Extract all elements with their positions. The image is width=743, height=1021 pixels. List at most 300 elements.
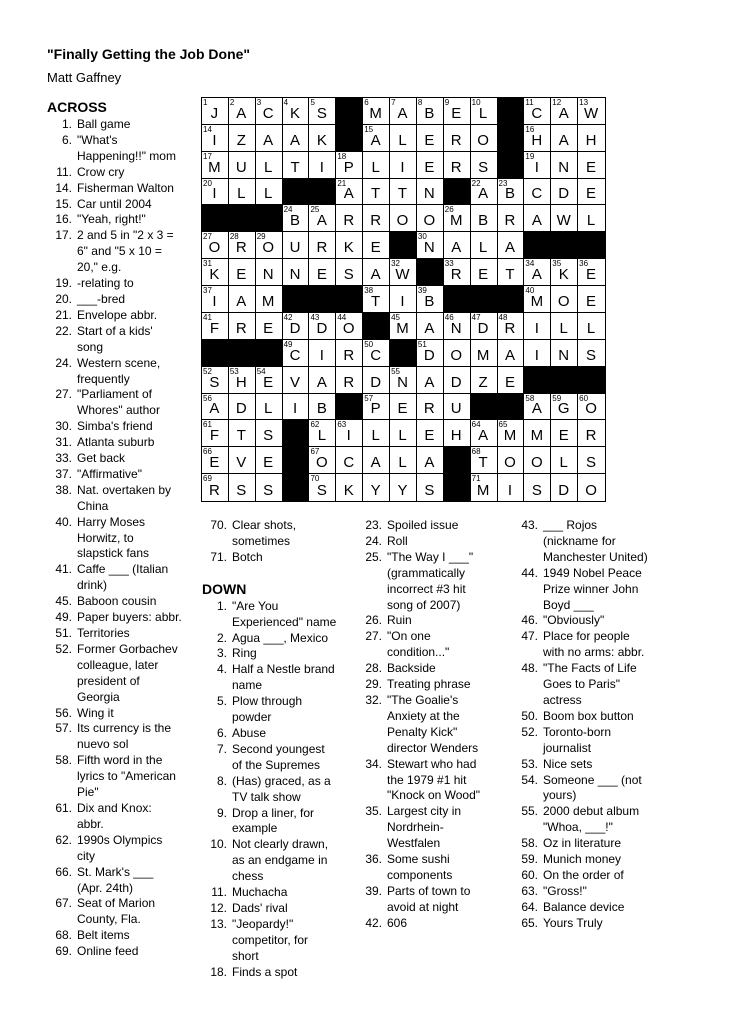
grid-cell[interactable] <box>524 286 551 313</box>
grid-cell[interactable] <box>336 420 363 447</box>
grid-cell[interactable] <box>417 98 444 125</box>
clue-text: Some sushi <box>387 852 450 867</box>
cell-letter: R <box>450 131 463 149</box>
grid-cell[interactable] <box>390 394 417 421</box>
grid-cell[interactable] <box>283 313 310 340</box>
grid-cell[interactable] <box>551 394 578 421</box>
clue-item <box>357 693 512 757</box>
grid-cell[interactable] <box>524 340 551 367</box>
grid-cell[interactable] <box>256 474 283 501</box>
grid-cell[interactable] <box>551 179 578 206</box>
grid-cell[interactable] <box>309 340 336 367</box>
clue-text: 1949 Nobel Peace <box>543 565 642 580</box>
cell-letter: S <box>343 266 355 284</box>
cell-letter: O <box>208 239 222 257</box>
grid-cell[interactable] <box>283 152 310 179</box>
grid-cell[interactable] <box>578 125 605 152</box>
grid-cell[interactable] <box>578 205 605 232</box>
grid-cell[interactable] <box>283 205 310 232</box>
grid-cell[interactable] <box>417 152 444 179</box>
cell-letter: A <box>531 212 543 230</box>
grid-cell[interactable] <box>471 420 498 447</box>
cell-letter: M <box>530 292 545 310</box>
grid-cell[interactable] <box>309 232 336 259</box>
grid-cell[interactable] <box>309 447 336 474</box>
cell-letter: I <box>534 346 540 364</box>
cell-number: 34 <box>525 259 535 269</box>
cell-letter: T <box>505 266 516 284</box>
grid-cell[interactable] <box>498 340 525 367</box>
cell-letter: A <box>504 346 516 364</box>
grid-cell[interactable] <box>444 340 471 367</box>
grid-cell[interactable] <box>390 447 417 474</box>
grid-cell[interactable] <box>202 179 229 206</box>
cell-letter: R <box>504 319 517 337</box>
grid-cell[interactable] <box>417 205 444 232</box>
grid-cell[interactable] <box>524 474 551 501</box>
cell-letter: D <box>558 481 571 499</box>
clue-item <box>513 709 683 725</box>
grid-cell[interactable] <box>256 152 283 179</box>
crossword-grid <box>201 97 606 502</box>
grid-cell[interactable] <box>390 313 417 340</box>
grid-cell[interactable] <box>578 394 605 421</box>
cell-letter: A <box>558 131 570 149</box>
grid-cell[interactable] <box>363 125 390 152</box>
cell-letter: E <box>236 266 248 284</box>
grid-cell[interactable] <box>444 125 471 152</box>
grid-cell[interactable] <box>309 152 336 179</box>
grid-cell[interactable] <box>229 447 256 474</box>
cell-letter: A <box>316 373 328 391</box>
cell-letter: B <box>504 185 516 203</box>
grid-cell[interactable] <box>229 152 256 179</box>
grid-cell[interactable] <box>417 367 444 394</box>
clue-item <box>513 613 683 629</box>
grid-cell[interactable] <box>498 179 525 206</box>
clue-item <box>513 566 683 614</box>
grid-cell[interactable] <box>256 447 283 474</box>
black-square <box>471 286 498 313</box>
grid-cell[interactable] <box>578 152 605 179</box>
grid-cell[interactable] <box>498 420 525 447</box>
grid-cell[interactable] <box>551 474 578 501</box>
grid-cell[interactable] <box>498 474 525 501</box>
grid-cell[interactable] <box>309 98 336 125</box>
cell-letter: F <box>209 319 221 337</box>
black-square <box>363 313 390 340</box>
grid-cell[interactable] <box>498 313 525 340</box>
grid-cell[interactable] <box>444 367 471 394</box>
grid-cell[interactable] <box>471 152 498 179</box>
grid-cell[interactable] <box>336 447 363 474</box>
black-square <box>309 286 336 313</box>
clue-text: Oz in literature <box>543 836 622 851</box>
grid-cell[interactable] <box>336 259 363 286</box>
grid-cell[interactable] <box>390 474 417 501</box>
grid-cell[interactable] <box>336 179 363 206</box>
clue-text: Yours Truly <box>543 915 603 930</box>
cell-number: 9 <box>444 98 450 107</box>
clue-number: 64. <box>521 899 538 914</box>
grid-cell[interactable] <box>202 447 229 474</box>
grid-cell[interactable] <box>229 367 256 394</box>
clue-text: colleague, later <box>77 657 159 672</box>
clue-item <box>47 133 197 165</box>
grid-cell[interactable] <box>551 447 578 474</box>
grid-cell[interactable] <box>498 259 525 286</box>
cell-letter: E <box>558 427 570 445</box>
cell-letter: E <box>586 266 598 284</box>
black-square <box>444 179 471 206</box>
cell-letter: K <box>343 239 355 257</box>
grid-cell[interactable] <box>417 394 444 421</box>
clue-number: 22. <box>55 323 72 338</box>
grid-cell[interactable] <box>202 259 229 286</box>
clue-item <box>47 292 197 308</box>
clue-text: County, Fla. <box>77 912 141 927</box>
grid-cell[interactable] <box>471 98 498 125</box>
clue-text: Paper buyers: abbr. <box>77 610 182 625</box>
cell-letter: T <box>397 185 409 203</box>
grid-cell[interactable] <box>578 313 605 340</box>
grid-cell[interactable] <box>283 125 310 152</box>
black-square <box>202 205 229 232</box>
grid-cell[interactable] <box>256 313 283 340</box>
grid-cell[interactable] <box>336 367 363 394</box>
clue-item <box>47 212 197 228</box>
grid-cell[interactable] <box>578 474 605 501</box>
cell-letter: A <box>343 185 355 203</box>
grid-cell[interactable] <box>444 313 471 340</box>
grid-cell[interactable] <box>229 259 256 286</box>
grid-cell[interactable] <box>578 340 605 367</box>
grid-cell[interactable] <box>578 259 605 286</box>
grid-cell[interactable] <box>524 259 551 286</box>
grid-cell[interactable] <box>309 259 336 286</box>
grid-cell[interactable] <box>498 447 525 474</box>
grid-cell[interactable] <box>471 259 498 286</box>
grid-cell[interactable] <box>471 367 498 394</box>
grid-cell[interactable] <box>417 125 444 152</box>
clue-text: Caffe ___ (Italian <box>77 562 169 577</box>
grid-cell[interactable] <box>256 125 283 152</box>
cell-letter: M <box>476 346 491 364</box>
grid-cell[interactable] <box>390 205 417 232</box>
grid-cell[interactable] <box>309 313 336 340</box>
grid-cell[interactable] <box>229 286 256 313</box>
grid-cell[interactable] <box>390 367 417 394</box>
grid-cell[interactable] <box>363 394 390 421</box>
grid-cell[interactable] <box>336 205 363 232</box>
grid-cell[interactable] <box>336 313 363 340</box>
grid-cell[interactable] <box>444 232 471 259</box>
clue-number: 14. <box>55 180 72 195</box>
grid-cell[interactable] <box>498 205 525 232</box>
grid-cell[interactable] <box>202 420 229 447</box>
grid-cell[interactable] <box>498 367 525 394</box>
grid-cell[interactable] <box>417 286 444 313</box>
grid-cell[interactable] <box>256 98 283 125</box>
grid-cell[interactable] <box>309 125 336 152</box>
grid-cell[interactable] <box>256 286 283 313</box>
clue-number: 35. <box>365 804 382 819</box>
grid-cell[interactable] <box>524 420 551 447</box>
clue-number: 50. <box>521 708 538 723</box>
grid-cell[interactable] <box>578 286 605 313</box>
grid-cell[interactable] <box>524 394 551 421</box>
grid-cell[interactable] <box>283 367 310 394</box>
black-square <box>524 367 551 394</box>
grid-cell[interactable] <box>578 98 605 125</box>
black-square <box>578 232 605 259</box>
clue-text: competitor, for <box>232 932 309 947</box>
grid-cell[interactable] <box>524 98 551 125</box>
clue-item <box>513 629 683 661</box>
grid-cell[interactable] <box>202 125 229 152</box>
grid-cell[interactable] <box>390 259 417 286</box>
grid-cell[interactable] <box>309 420 336 447</box>
grid-cell[interactable] <box>524 125 551 152</box>
cell-number: 25 <box>310 205 320 215</box>
grid-cell[interactable] <box>363 420 390 447</box>
cell-letter: R <box>585 427 598 445</box>
clue-number: 6. <box>61 132 72 147</box>
cell-letter: D <box>450 373 463 391</box>
clue-text: short <box>232 948 259 963</box>
grid-cell[interactable] <box>471 179 498 206</box>
cell-letter: D <box>289 319 302 337</box>
clue-text: Toronto-born <box>543 724 612 739</box>
clue-item <box>202 837 352 885</box>
grid-cell[interactable] <box>417 447 444 474</box>
clue-number: 7. <box>216 741 227 756</box>
cell-letter: A <box>316 212 328 230</box>
cell-letter: E <box>451 104 463 122</box>
grid-cell[interactable] <box>336 474 363 501</box>
grid-cell[interactable] <box>551 340 578 367</box>
clue-text: ___-bred <box>77 291 126 306</box>
grid-cell[interactable] <box>390 420 417 447</box>
clue-text: (Has) graced, as a <box>232 773 331 788</box>
clue-item <box>513 884 683 900</box>
clue-text: song <box>77 339 104 354</box>
grid-cell[interactable] <box>202 313 229 340</box>
grid-cell[interactable] <box>551 152 578 179</box>
grid-cell[interactable] <box>551 313 578 340</box>
grid-cell[interactable] <box>202 394 229 421</box>
black-square <box>336 394 363 421</box>
grid-cell[interactable] <box>229 179 256 206</box>
grid-cell[interactable] <box>444 152 471 179</box>
clue-number: 31. <box>55 435 72 450</box>
clue-number: 21. <box>55 307 72 322</box>
cell-number: 44 <box>337 312 347 322</box>
black-square <box>256 340 283 367</box>
grid-cell[interactable] <box>524 447 551 474</box>
grid-cell[interactable] <box>363 447 390 474</box>
grid-cell[interactable] <box>498 232 525 259</box>
cell-letter: H <box>531 131 544 149</box>
cell-letter: E <box>263 454 275 472</box>
grid-cell[interactable] <box>256 232 283 259</box>
clue-number: 55. <box>521 804 538 819</box>
grid-cell[interactable] <box>471 340 498 367</box>
clue-text: Car until 2004 <box>77 196 152 211</box>
grid-cell[interactable] <box>256 179 283 206</box>
clue-item <box>47 865 197 897</box>
grid-cell[interactable] <box>229 420 256 447</box>
cell-letter: E <box>424 131 436 149</box>
black-square <box>256 205 283 232</box>
clue-item <box>357 757 512 805</box>
grid-cell[interactable] <box>551 98 578 125</box>
grid-cell[interactable] <box>363 286 390 313</box>
grid-cell[interactable] <box>256 367 283 394</box>
grid-cell[interactable] <box>309 367 336 394</box>
grid-cell[interactable] <box>578 179 605 206</box>
clue-number: 37. <box>55 466 72 481</box>
black-square <box>444 286 471 313</box>
cell-letter: S <box>478 158 490 176</box>
clue-number: 9. <box>216 805 227 820</box>
grid-cell[interactable] <box>471 447 498 474</box>
grid-cell[interactable] <box>417 474 444 501</box>
cell-letter: E <box>397 400 409 418</box>
grid-cell[interactable] <box>229 394 256 421</box>
grid-cell[interactable] <box>202 152 229 179</box>
cell-letter: U <box>289 239 302 257</box>
grid-cell[interactable] <box>363 179 390 206</box>
grid-cell[interactable] <box>390 98 417 125</box>
clue-item <box>47 117 197 133</box>
cell-number: 42 <box>283 312 293 322</box>
black-square <box>309 179 336 206</box>
grid-cell[interactable] <box>471 474 498 501</box>
grid-cell[interactable] <box>363 474 390 501</box>
grid-cell[interactable] <box>229 232 256 259</box>
grid-cell[interactable] <box>417 420 444 447</box>
cell-letter: T <box>290 158 301 176</box>
grid-cell[interactable] <box>551 125 578 152</box>
clue-number: 2. <box>216 630 227 645</box>
grid-cell[interactable] <box>471 125 498 152</box>
clue-item <box>47 483 197 515</box>
grid-cell[interactable] <box>283 259 310 286</box>
grid-cell[interactable] <box>390 286 417 313</box>
grid-cell[interactable] <box>363 259 390 286</box>
clue-text: Seat of Marion <box>77 896 156 911</box>
cell-number: 43 <box>310 312 320 322</box>
grid-cell[interactable] <box>283 394 310 421</box>
black-square <box>283 474 310 501</box>
clue-number: 49. <box>55 610 72 625</box>
grid-cell[interactable] <box>390 125 417 152</box>
grid-cell[interactable] <box>309 474 336 501</box>
grid-cell[interactable] <box>390 179 417 206</box>
clue-item <box>47 276 197 292</box>
clue-item <box>47 165 197 181</box>
grid-cell[interactable] <box>309 205 336 232</box>
grid-cell[interactable] <box>309 394 336 421</box>
cell-number: 49 <box>283 339 293 349</box>
grid-cell[interactable] <box>283 232 310 259</box>
clue-text: "Whoa, ___!" <box>543 820 613 835</box>
grid-cell[interactable] <box>471 313 498 340</box>
grid-cell[interactable] <box>363 205 390 232</box>
cell-letter: N <box>423 185 436 203</box>
grid-cell[interactable] <box>363 98 390 125</box>
grid-cell[interactable] <box>256 259 283 286</box>
grid-cell[interactable] <box>229 125 256 152</box>
grid-cell[interactable] <box>363 152 390 179</box>
cell-letter: I <box>292 400 299 418</box>
grid-cell[interactable] <box>229 313 256 340</box>
cell-letter: A <box>531 400 543 418</box>
grid-cell[interactable] <box>578 447 605 474</box>
grid-cell[interactable] <box>202 98 229 125</box>
grid-cell[interactable] <box>444 205 471 232</box>
grid-cell[interactable] <box>417 313 444 340</box>
cell-letter: O <box>585 400 598 418</box>
grid-cell[interactable] <box>363 340 390 367</box>
grid-cell[interactable] <box>256 420 283 447</box>
grid-cell[interactable] <box>202 367 229 394</box>
grid-cell[interactable] <box>444 394 471 421</box>
grid-cell[interactable] <box>578 420 605 447</box>
grid-cell[interactable] <box>336 152 363 179</box>
grid-cell[interactable] <box>551 259 578 286</box>
grid-cell[interactable] <box>417 179 444 206</box>
clue-text: "The Way I ___" <box>387 549 474 564</box>
grid-cell[interactable] <box>417 340 444 367</box>
grid-cell[interactable] <box>551 420 578 447</box>
clue-text: Prize winner John <box>543 581 639 596</box>
grid-cell[interactable] <box>524 152 551 179</box>
cell-letter: I <box>212 292 218 310</box>
grid-cell[interactable] <box>283 340 310 367</box>
grid-cell[interactable] <box>444 259 471 286</box>
clue-number: 16. <box>55 212 72 227</box>
grid-cell[interactable] <box>444 98 471 125</box>
clue-number: 24. <box>365 533 382 548</box>
grid-cell[interactable] <box>363 367 390 394</box>
grid-cell[interactable] <box>444 420 471 447</box>
grid-cell[interactable] <box>417 232 444 259</box>
grid-cell[interactable] <box>283 98 310 125</box>
cell-letter: L <box>586 319 597 337</box>
grid-cell[interactable] <box>229 474 256 501</box>
grid-cell[interactable] <box>202 286 229 313</box>
grid-cell[interactable] <box>363 232 390 259</box>
grid-cell[interactable] <box>551 286 578 313</box>
grid-cell[interactable] <box>390 152 417 179</box>
grid-cell[interactable] <box>471 205 498 232</box>
grid-cell[interactable] <box>524 313 551 340</box>
grid-cell[interactable] <box>336 232 363 259</box>
grid-cell[interactable] <box>336 340 363 367</box>
grid-cell[interactable] <box>202 474 229 501</box>
clue-text: "Jeopardy!" <box>232 916 294 931</box>
grid-cell[interactable] <box>256 394 283 421</box>
grid-cell[interactable] <box>524 205 551 232</box>
grid-cell[interactable] <box>471 232 498 259</box>
grid-cell[interactable] <box>551 205 578 232</box>
grid-cell[interactable] <box>202 232 229 259</box>
grid-cell[interactable] <box>229 98 256 125</box>
clue-text: Envelope abbr. <box>77 307 158 322</box>
grid-cell[interactable] <box>524 179 551 206</box>
